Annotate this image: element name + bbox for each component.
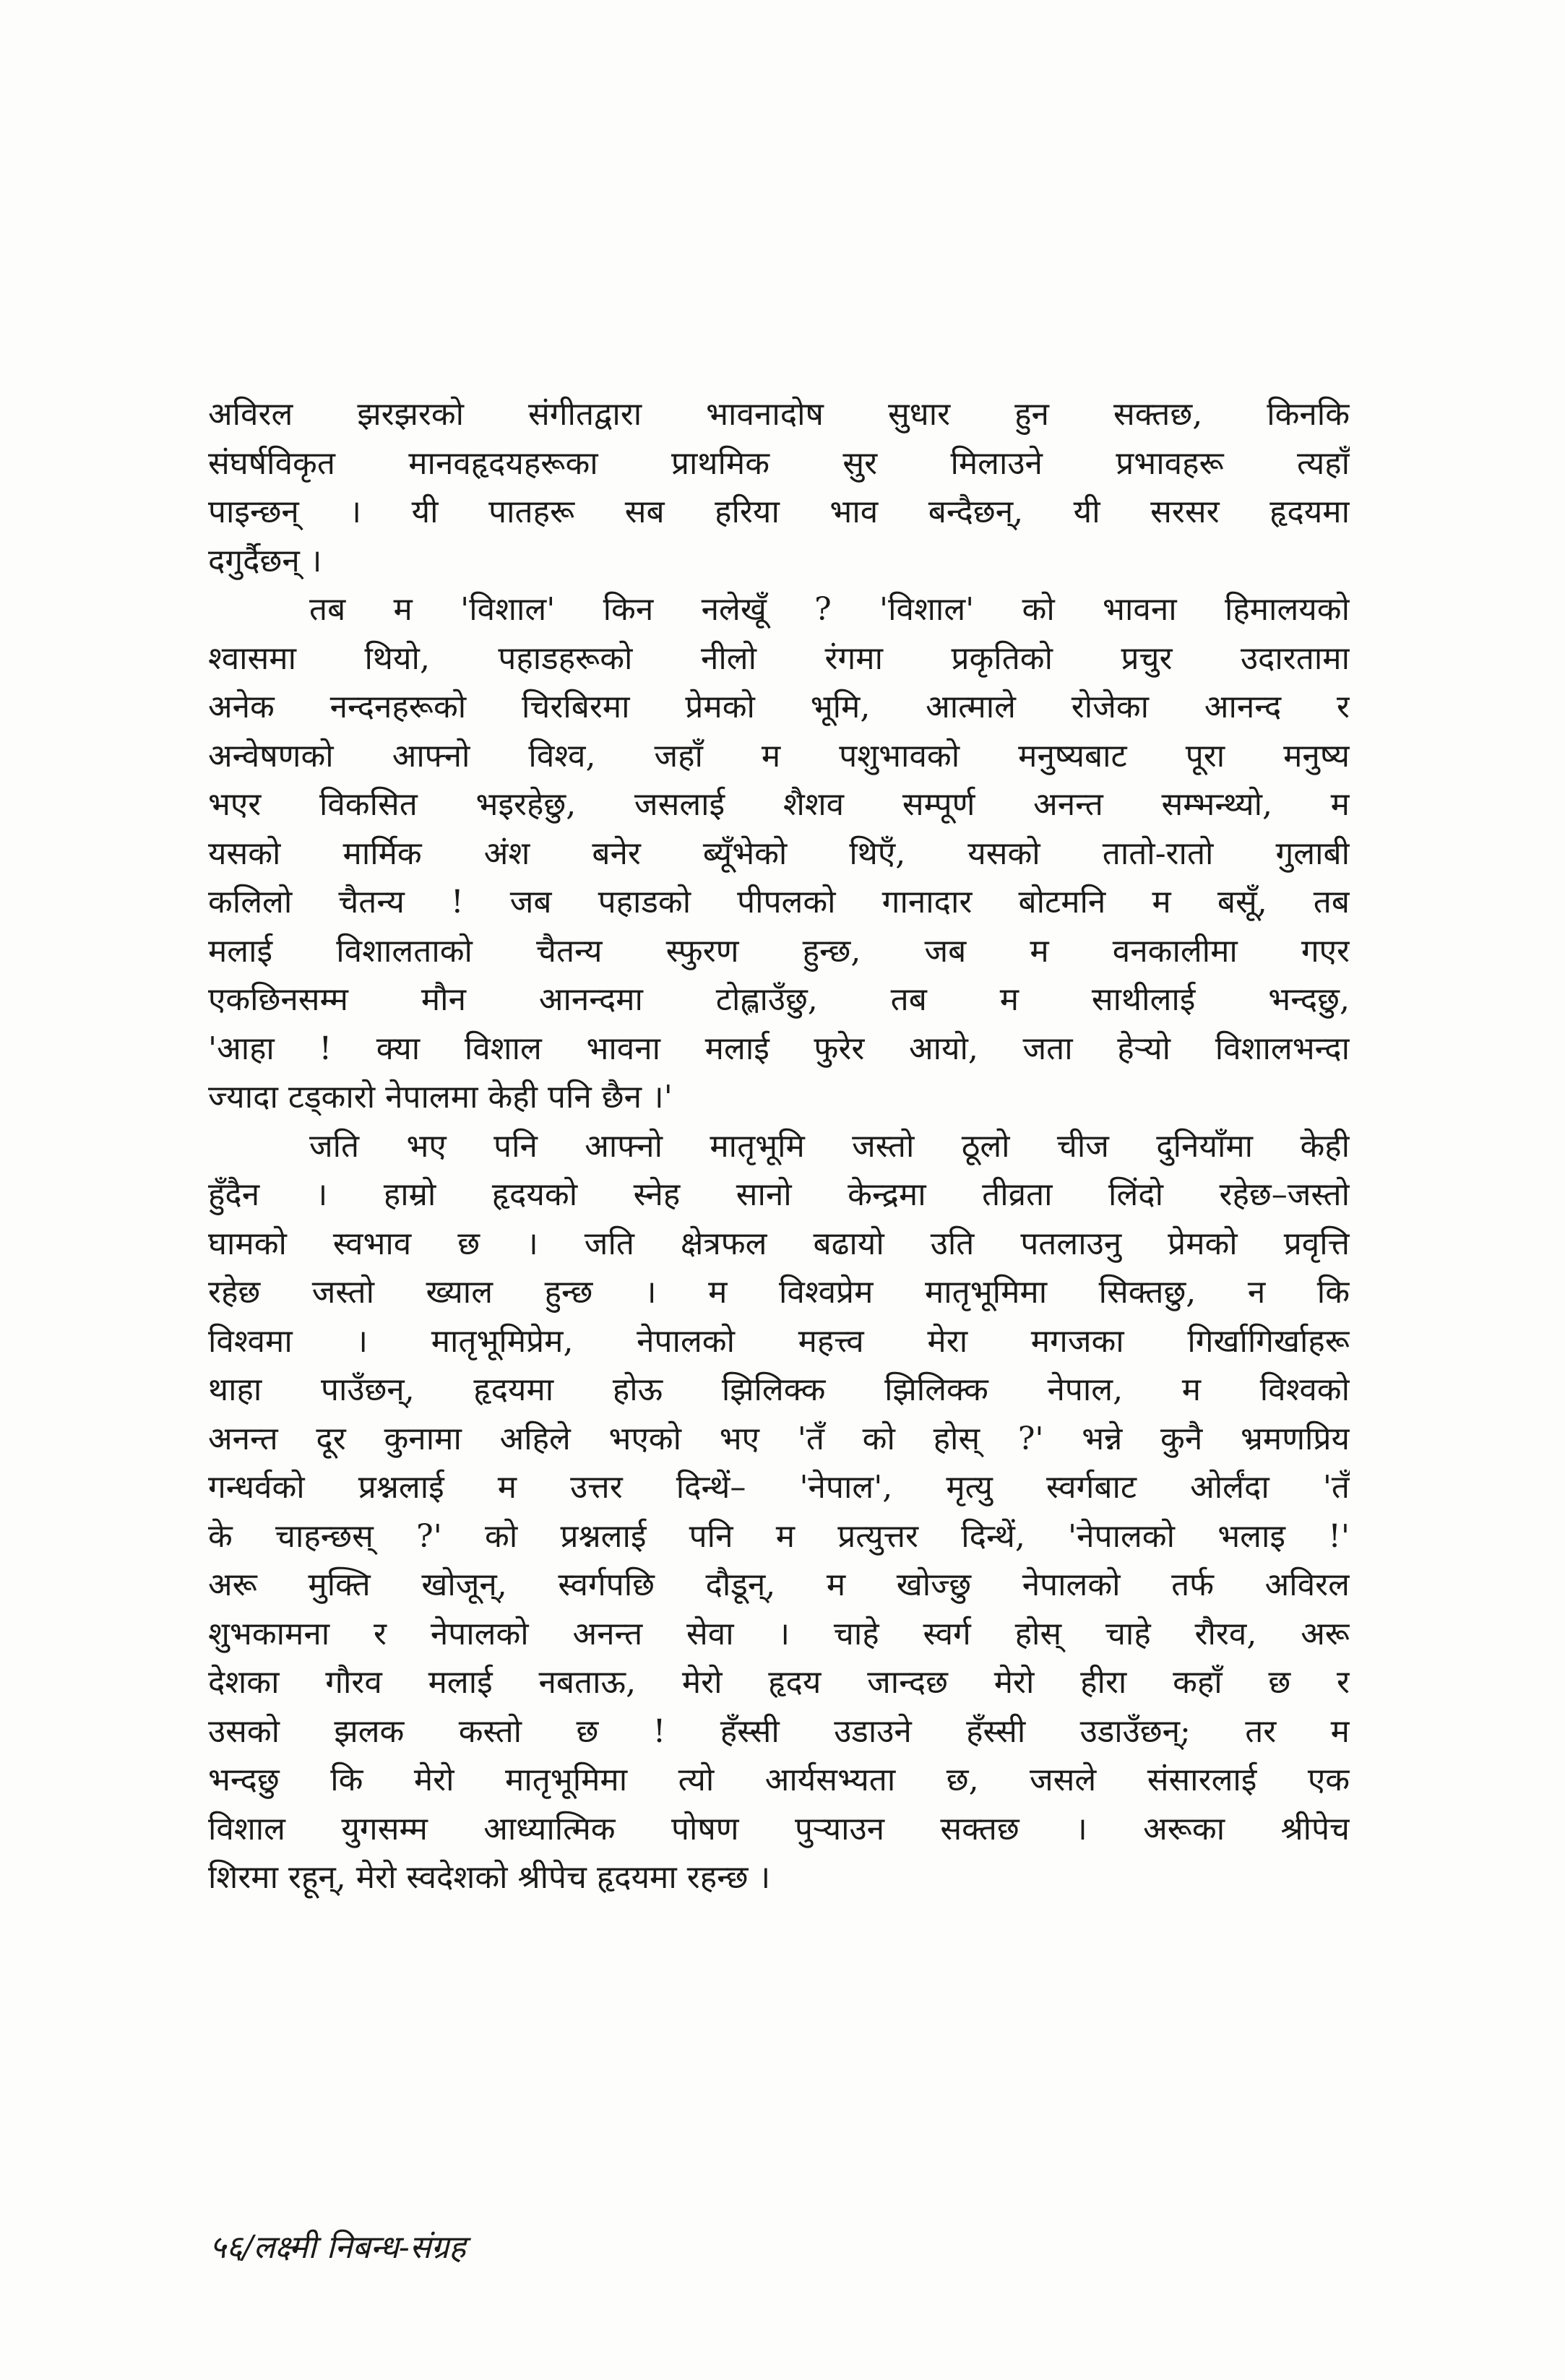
text-line: 'आहा ! क्या विशाल भावना मलाई फुरेर आयो, जता हेऱ्यो विशालभन्दा bbox=[208, 1030, 1350, 1067]
text-line: शुभकामना र नेपालको अनन्त सेवा । चाहे स्वर्ग होस् चाहे रौरव, अरू bbox=[208, 1615, 1350, 1652]
text-line: भएर विकसित भइरहेछु, जसलाई शैशव सम्पूर्ण अनन्त सम्भन्थ्यो, म bbox=[208, 786, 1350, 823]
text-line: अरू मुक्ति खोजून्, स्वर्गपछि दौडून्, म खोज्छु नेपालको तर्फ अविरल bbox=[208, 1566, 1350, 1603]
text-line: शिरमा रहून्, मेरो स्वदेशको श्रीपेच हृदयमा रहन्छ । bbox=[208, 1859, 771, 1896]
text-line: भन्दछु कि मेरो मातृभूमिमा त्यो आर्यसभ्यता छ, जसले संसारलाई एक bbox=[208, 1762, 1350, 1798]
page-footer: ५६/लक्ष्मी निबन्ध-संग्रह bbox=[210, 2229, 466, 2266]
text-line: यसको मार्मिक अंश बनेर ब्यूँभेको थिएँ, यसको तातो-रातो गुलाबी bbox=[208, 835, 1350, 872]
text-line: संघर्षविकृत मानवहृदयहरूका प्राथमिक सुर मिलाउने प्रभावहरू त्यहाँ bbox=[208, 444, 1350, 482]
text-line: अनन्त दूर कुनामा अहिले भएको भए 'तँ को होस् ?' भन्ने कुनै भ्रमणप्रिय bbox=[208, 1420, 1350, 1457]
text-line: दगुर्दैछन् । bbox=[208, 542, 322, 579]
text-line: एकछिनसम्म मौन आनन्दमा टोह्लाउँछु, तब म साथीलाई भन्दछु, bbox=[208, 981, 1350, 1018]
paragraph-2 bbox=[208, 585, 1350, 1122]
text-line: जति भए पनि आफ्नो मातृभूमि जस्तो ठूलो चीज दुनियाँमा केही bbox=[309, 1127, 1350, 1165]
text-line: तब म 'विशाल' किन नलेखूँ ? 'विशाल' को भावना हिमालयको bbox=[309, 591, 1350, 628]
text-line: श्वासमा थियो, पहाडहरूको नीलो रंगमा प्रकृतिको प्रचुर उदारतामा bbox=[208, 639, 1350, 677]
text-line: पाइन्छन् । यी पातहरू सब हरिया भाव बन्दैछन्, यी सरसर हृदयमा bbox=[208, 493, 1350, 530]
text-line: विश्वमा । मातृभूमिप्रेम, नेपालको महत्त्व मेरा मगजका गिर्खागिर्खाहरू bbox=[208, 1322, 1350, 1360]
text-line: घामको स्वभाव छ । जति क्षेत्रफल बढायो उति पतलाउनु प्रेमको प्रवृत्ति bbox=[208, 1225, 1350, 1262]
text-line: थाहा पाउँछन्, हृदयमा होऊ झिलिक्क झिलिक्क नेपाल, म विश्वको bbox=[208, 1371, 1350, 1408]
text-line: रहेछ जस्तो ख्याल हुन्छ । म विश्वप्रेम मातृभूमिमा सिक्तछु, न कि bbox=[208, 1274, 1350, 1311]
text-line: ज्यादा टड्कारो नेपालमा केही पनि छैन ।' bbox=[208, 1079, 673, 1116]
text-line: विशाल युगसम्म आध्यात्मिक पोषण पुऱ्याउन सक्तछ । अरूका श्रीपेच bbox=[208, 1810, 1350, 1847]
text-line: देशका गौरव मलाई नबताऊ, मेरो हृदय जान्दछ मेरो हीरा कहाँ छ र bbox=[208, 1664, 1350, 1701]
text-line: उसको झलक कस्तो छ ! हँस्सी उडाउने हँस्सी उडाउँछन्; तर म bbox=[208, 1712, 1350, 1750]
text-line: अनेक नन्दनहरूको चिरबिरमा प्रेमको भूमि, आत्माले रोजेका आनन्द र bbox=[208, 689, 1350, 725]
text-line: कलिलो चैतन्य ! जब पहाडको पीपलको गानादार बोटमनि म बसूँ, तब bbox=[208, 884, 1350, 920]
body-text bbox=[208, 390, 1350, 1902]
text-line: गन्धर्वको प्रश्नलाई म उत्तर दिन्थें– 'नेपाल', मृत्यु स्वर्गबाट ओर्लंदा 'तँ bbox=[208, 1469, 1350, 1506]
paragraph-3 bbox=[208, 1122, 1350, 1902]
text-line: हुँदैन । हाम्रो हृदयको स्नेह सानो केन्द्रमा तीव्रता लिंदो रहेछ–जस्तो bbox=[208, 1176, 1350, 1213]
paragraph-1 bbox=[208, 390, 1350, 585]
text-line: अविरल झरझरको संगीतद्वारा भावनादोष सुधार हुन सक्तछ, किनकि bbox=[208, 396, 1350, 433]
text-line: के चाहन्छस् ?' को प्रश्नलाई पनि म प्रत्युत्तर दिन्थें, 'नेपालको भलाइ !' bbox=[208, 1517, 1350, 1555]
text-line: अन्वेषणको आफ्नो विश्व, जहाँ म पशुभावको मनुष्यबाट पूरा मनुष्य bbox=[208, 737, 1350, 775]
text-line: मलाई विशालताको चैतन्य स्फुरण हुन्छ, जब म वनकालीमा गएर bbox=[208, 932, 1350, 970]
